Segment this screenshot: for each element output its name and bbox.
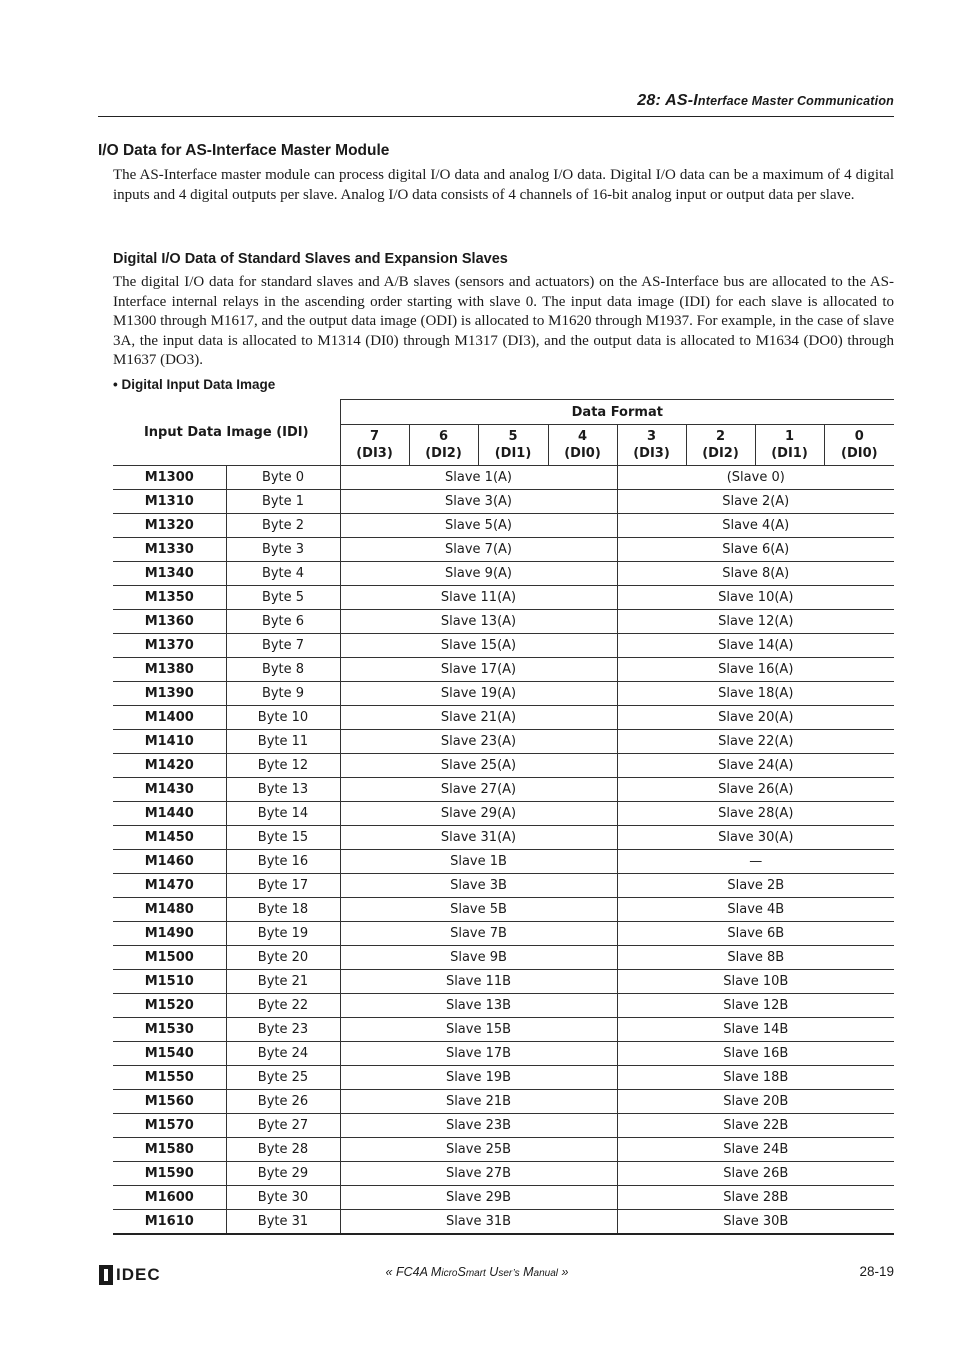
chapter-title-prefix: 28: AS-I	[637, 92, 698, 109]
relay-address-cell: M1350	[113, 586, 226, 610]
bit-label: (DI3)	[356, 446, 393, 461]
relay-address-cell: M1520	[113, 994, 226, 1018]
relay-address-cell: M1500	[113, 946, 226, 970]
byte-cell: Byte 3	[226, 538, 340, 562]
data-format-header: Data Format	[340, 400, 894, 425]
table-row	[113, 610, 894, 634]
relay-address-cell: M1410	[113, 730, 226, 754]
byte-cell: Byte 12	[226, 754, 340, 778]
lower-nibble-slave-cell: Slave 10B	[617, 970, 894, 994]
manual-title-part: S	[457, 1265, 466, 1279]
relay-address-cell: M1490	[113, 922, 226, 946]
table-row	[113, 1114, 894, 1138]
bit-number: 0	[854, 429, 864, 444]
table-row	[113, 898, 894, 922]
byte-cell: Byte 4	[226, 562, 340, 586]
relay-address-cell: M1510	[113, 970, 226, 994]
table-row	[113, 730, 894, 754]
lower-nibble-slave-cell: Slave 2(A)	[617, 490, 894, 514]
upper-nibble-slave-cell: Slave 15(A)	[340, 634, 617, 658]
lower-nibble-slave-cell: Slave 26(A)	[617, 778, 894, 802]
table-row	[113, 1186, 894, 1210]
upper-nibble-slave-cell: Slave 21B	[340, 1090, 617, 1114]
table-row	[113, 1018, 894, 1042]
upper-nibble-slave-cell: Slave 19(A)	[340, 682, 617, 706]
table-row	[113, 826, 894, 850]
lower-nibble-slave-cell: (Slave 0)	[617, 466, 894, 490]
byte-cell: Byte 17	[226, 874, 340, 898]
relay-address-cell: M1570	[113, 1114, 226, 1138]
table-row	[113, 466, 894, 490]
relay-address-cell: M1600	[113, 1186, 226, 1210]
upper-nibble-slave-cell: Slave 25B	[340, 1138, 617, 1162]
table-row	[113, 658, 894, 682]
upper-nibble-slave-cell: Slave 13B	[340, 994, 617, 1018]
byte-cell: Byte 11	[226, 730, 340, 754]
byte-cell: Byte 31	[226, 1210, 340, 1234]
relay-address-cell: M1360	[113, 610, 226, 634]
chapter-title	[637, 92, 894, 110]
byte-cell: Byte 8	[226, 658, 340, 682]
manual-title-part: anual	[533, 1268, 558, 1279]
manual-title-part: ser’s	[498, 1268, 520, 1279]
bit-number: 1	[784, 429, 795, 444]
lower-nibble-slave-cell: Slave 24(A)	[617, 754, 894, 778]
upper-nibble-slave-cell: Slave 7B	[340, 922, 617, 946]
page-number: 28-19	[859, 1264, 894, 1279]
upper-nibble-slave-cell: Slave 5(A)	[340, 514, 617, 538]
table-row	[113, 754, 894, 778]
byte-cell: Byte 2	[226, 514, 340, 538]
byte-cell: Byte 30	[226, 1186, 340, 1210]
bit-label: (DI3)	[633, 446, 670, 461]
table-caption: • Digital Input Data Image	[113, 377, 276, 392]
upper-nibble-slave-cell: Slave 11(A)	[340, 586, 617, 610]
byte-cell: Byte 5	[226, 586, 340, 610]
upper-nibble-slave-cell: Slave 3(A)	[340, 490, 617, 514]
upper-nibble-slave-cell: Slave 29B	[340, 1186, 617, 1210]
lower-nibble-slave-cell: Slave 18B	[617, 1066, 894, 1090]
bit-header-cell	[824, 425, 894, 466]
table-row	[113, 490, 894, 514]
upper-nibble-slave-cell: Slave 29(A)	[340, 802, 617, 826]
upper-nibble-slave-cell: Slave 7(A)	[340, 538, 617, 562]
byte-cell: Byte 13	[226, 778, 340, 802]
section-heading: I/O Data for AS-Interface Master Module	[98, 142, 390, 159]
upper-nibble-slave-cell: Slave 23B	[340, 1114, 617, 1138]
byte-cell: Byte 19	[226, 922, 340, 946]
upper-nibble-slave-cell: Slave 27(A)	[340, 778, 617, 802]
lower-nibble-slave-cell: Slave 30(A)	[617, 826, 894, 850]
bit-label: (DI1)	[771, 446, 808, 461]
relay-address-cell: M1430	[113, 778, 226, 802]
relay-address-cell: M1380	[113, 658, 226, 682]
section-intro: The AS-Interface master module can process digital I/O data and analog I/O data. Digital I/O data can be a maximum of 4 digital inputs and 4 digital outputs per slave. Analog I/O data consists of 4 channels of 16-bit analog input or output data per slave.	[113, 167, 894, 203]
upper-nibble-slave-cell: Slave 27B	[340, 1162, 617, 1186]
lower-nibble-slave-cell: Slave 8B	[617, 946, 894, 970]
upper-nibble-slave-cell: Slave 1(A)	[340, 466, 617, 490]
manual-title-part: M	[519, 1265, 534, 1279]
relay-address-cell: M1330	[113, 538, 226, 562]
table-row	[113, 514, 894, 538]
table-row	[113, 562, 894, 586]
upper-nibble-slave-cell: Slave 17(A)	[340, 658, 617, 682]
relay-address-cell: M1400	[113, 706, 226, 730]
byte-cell: Byte 21	[226, 970, 340, 994]
relay-address-cell: M1480	[113, 898, 226, 922]
upper-nibble-slave-cell: Slave 31(A)	[340, 826, 617, 850]
relay-address-cell: M1530	[113, 1018, 226, 1042]
bit-header-cell	[478, 425, 548, 466]
relay-address-cell: M1550	[113, 1066, 226, 1090]
bit-label: (DI0)	[841, 446, 878, 461]
idec-logo-text: IDEC	[116, 1265, 161, 1284]
table-body	[113, 466, 894, 1234]
manual-title-part: mart	[465, 1268, 486, 1279]
table-row	[113, 634, 894, 658]
lower-nibble-slave-cell: Slave 16(A)	[617, 658, 894, 682]
idi-column-header: Input Data Image (IDI)	[113, 400, 340, 466]
upper-nibble-slave-cell: Slave 11B	[340, 970, 617, 994]
table-row	[113, 922, 894, 946]
table-row	[113, 1066, 894, 1090]
byte-cell: Byte 9	[226, 682, 340, 706]
bit-number: 2	[715, 429, 726, 444]
lower-nibble-slave-cell: Slave 26B	[617, 1162, 894, 1186]
byte-cell: Byte 6	[226, 610, 340, 634]
table-row	[113, 1042, 894, 1066]
lower-nibble-slave-cell: Slave 20B	[617, 1090, 894, 1114]
byte-cell: Byte 24	[226, 1042, 340, 1066]
manual-title-part: « FC4A M	[385, 1265, 442, 1279]
byte-cell: Byte 16	[226, 850, 340, 874]
lower-nibble-slave-cell: Slave 12B	[617, 994, 894, 1018]
lower-nibble-slave-cell: Slave 28B	[617, 1186, 894, 1210]
lower-nibble-slave-cell: Slave 12(A)	[617, 610, 894, 634]
bit-header-cell	[548, 425, 617, 466]
lower-nibble-slave-cell: —	[617, 850, 894, 874]
table-row	[113, 802, 894, 826]
byte-cell: Byte 22	[226, 994, 340, 1018]
lower-nibble-slave-cell: Slave 14(A)	[617, 634, 894, 658]
lower-nibble-slave-cell: Slave 6B	[617, 922, 894, 946]
byte-cell: Byte 25	[226, 1066, 340, 1090]
byte-cell: Byte 14	[226, 802, 340, 826]
bit-header-cell	[617, 425, 686, 466]
bit-number: 5	[508, 429, 518, 444]
bit-header-cell	[340, 425, 409, 466]
byte-cell: Byte 0	[226, 466, 340, 490]
relay-address-cell: M1420	[113, 754, 226, 778]
bit-header-cell	[409, 425, 478, 466]
table-row	[113, 1162, 894, 1186]
subsection-body: The digital I/O data for standard slaves and A/B slaves (sensors and actuators) on the AS-Interface bus are allocated to the AS-Interface internal relays in the ascending order starting with slave 0. The input data image (IDI) for each slave is allocated to M1300 through M1617, and the output data image (ODI) is allocated to M1620 through M1937. For example, in the case of slave 3A, the input data is allocated to M1314 (DI0) through M1317 (DI3), and the output data is allocated to M1634 (DO0) through M1637 (DO3).	[113, 274, 894, 369]
upper-nibble-slave-cell: Slave 21(A)	[340, 706, 617, 730]
upper-nibble-slave-cell: Slave 23(A)	[340, 730, 617, 754]
lower-nibble-slave-cell: Slave 22(A)	[617, 730, 894, 754]
lower-nibble-slave-cell: Slave 14B	[617, 1018, 894, 1042]
relay-address-cell: M1390	[113, 682, 226, 706]
upper-nibble-slave-cell: Slave 19B	[340, 1066, 617, 1090]
bit-number: 7	[369, 429, 380, 444]
table-row	[113, 994, 894, 1018]
byte-cell: Byte 15	[226, 826, 340, 850]
lower-nibble-slave-cell: Slave 30B	[617, 1210, 894, 1234]
lower-nibble-slave-cell: Slave 10(A)	[617, 586, 894, 610]
upper-nibble-slave-cell: Slave 1B	[340, 850, 617, 874]
bit-number: 3	[646, 429, 657, 444]
bit-label: (DI0)	[564, 446, 601, 461]
lower-nibble-slave-cell: Slave 6(A)	[617, 538, 894, 562]
lower-nibble-slave-cell: Slave 16B	[617, 1042, 894, 1066]
relay-address-cell: M1560	[113, 1090, 226, 1114]
subsection-heading: Digital I/O Data of Standard Slaves and Expansion Slaves	[113, 251, 508, 267]
relay-address-cell: M1580	[113, 1138, 226, 1162]
table-row	[113, 874, 894, 898]
relay-address-cell: M1450	[113, 826, 226, 850]
bit-label: (DI1)	[494, 446, 532, 461]
table-row	[113, 682, 894, 706]
manual-title-part: »	[558, 1265, 569, 1279]
manual-title-part: U	[485, 1265, 499, 1279]
relay-address-cell: M1590	[113, 1162, 226, 1186]
lower-nibble-slave-cell: Slave 4(A)	[617, 514, 894, 538]
table-row	[113, 850, 894, 874]
relay-address-cell: M1440	[113, 802, 226, 826]
bit-header-cell	[686, 425, 755, 466]
lower-nibble-slave-cell: Slave 24B	[617, 1138, 894, 1162]
input-data-image-table	[113, 399, 894, 1235]
manual-title	[0, 1265, 954, 1279]
byte-cell: Byte 1	[226, 490, 340, 514]
upper-nibble-slave-cell: Slave 9(A)	[340, 562, 617, 586]
upper-nibble-slave-cell: Slave 5B	[340, 898, 617, 922]
table-row	[113, 778, 894, 802]
lower-nibble-slave-cell: Slave 2B	[617, 874, 894, 898]
upper-nibble-slave-cell: Slave 15B	[340, 1018, 617, 1042]
upper-nibble-slave-cell: Slave 31B	[340, 1210, 617, 1234]
bit-label: (DI2)	[425, 446, 462, 461]
byte-cell: Byte 28	[226, 1138, 340, 1162]
byte-cell: Byte 20	[226, 946, 340, 970]
relay-address-cell: M1540	[113, 1042, 226, 1066]
bit-header-cell	[755, 425, 824, 466]
relay-address-cell: M1310	[113, 490, 226, 514]
byte-cell: Byte 27	[226, 1114, 340, 1138]
lower-nibble-slave-cell: Slave 22B	[617, 1114, 894, 1138]
table-row	[113, 586, 894, 610]
table-row	[113, 946, 894, 970]
byte-cell: Byte 29	[226, 1162, 340, 1186]
manual-title-part: icro	[441, 1268, 458, 1279]
upper-nibble-slave-cell: Slave 13(A)	[340, 610, 617, 634]
upper-nibble-slave-cell: Slave 17B	[340, 1042, 617, 1066]
relay-address-cell: M1460	[113, 850, 226, 874]
relay-address-cell: M1300	[113, 466, 226, 490]
upper-nibble-slave-cell: Slave 3B	[340, 874, 617, 898]
lower-nibble-slave-cell: Slave 8(A)	[617, 562, 894, 586]
lower-nibble-slave-cell: Slave 28(A)	[617, 802, 894, 826]
table-row	[113, 538, 894, 562]
upper-nibble-slave-cell: Slave 9B	[340, 946, 617, 970]
bit-number: 6	[438, 429, 449, 444]
relay-address-cell: M1370	[113, 634, 226, 658]
byte-cell: Byte 10	[226, 706, 340, 730]
byte-cell: Byte 26	[226, 1090, 340, 1114]
byte-cell: Byte 23	[226, 1018, 340, 1042]
relay-address-cell: M1320	[113, 514, 226, 538]
bit-number: 4	[577, 429, 588, 444]
lower-nibble-slave-cell: Slave 20(A)	[617, 706, 894, 730]
table-row	[113, 1090, 894, 1114]
byte-cell: Byte 7	[226, 634, 340, 658]
lower-nibble-slave-cell: Slave 4B	[617, 898, 894, 922]
table-row	[113, 1138, 894, 1162]
table-row	[113, 970, 894, 994]
chapter-title-rest: nterface Master Communication	[697, 94, 894, 108]
bit-label: (DI2)	[702, 446, 739, 461]
relay-address-cell: M1470	[113, 874, 226, 898]
chapter-header	[98, 90, 894, 117]
table-row	[113, 706, 894, 730]
lower-nibble-slave-cell: Slave 18(A)	[617, 682, 894, 706]
upper-nibble-slave-cell: Slave 25(A)	[340, 754, 617, 778]
byte-cell: Byte 18	[226, 898, 340, 922]
relay-address-cell: M1340	[113, 562, 226, 586]
relay-address-cell: M1610	[113, 1210, 226, 1234]
table-row	[113, 1210, 894, 1234]
